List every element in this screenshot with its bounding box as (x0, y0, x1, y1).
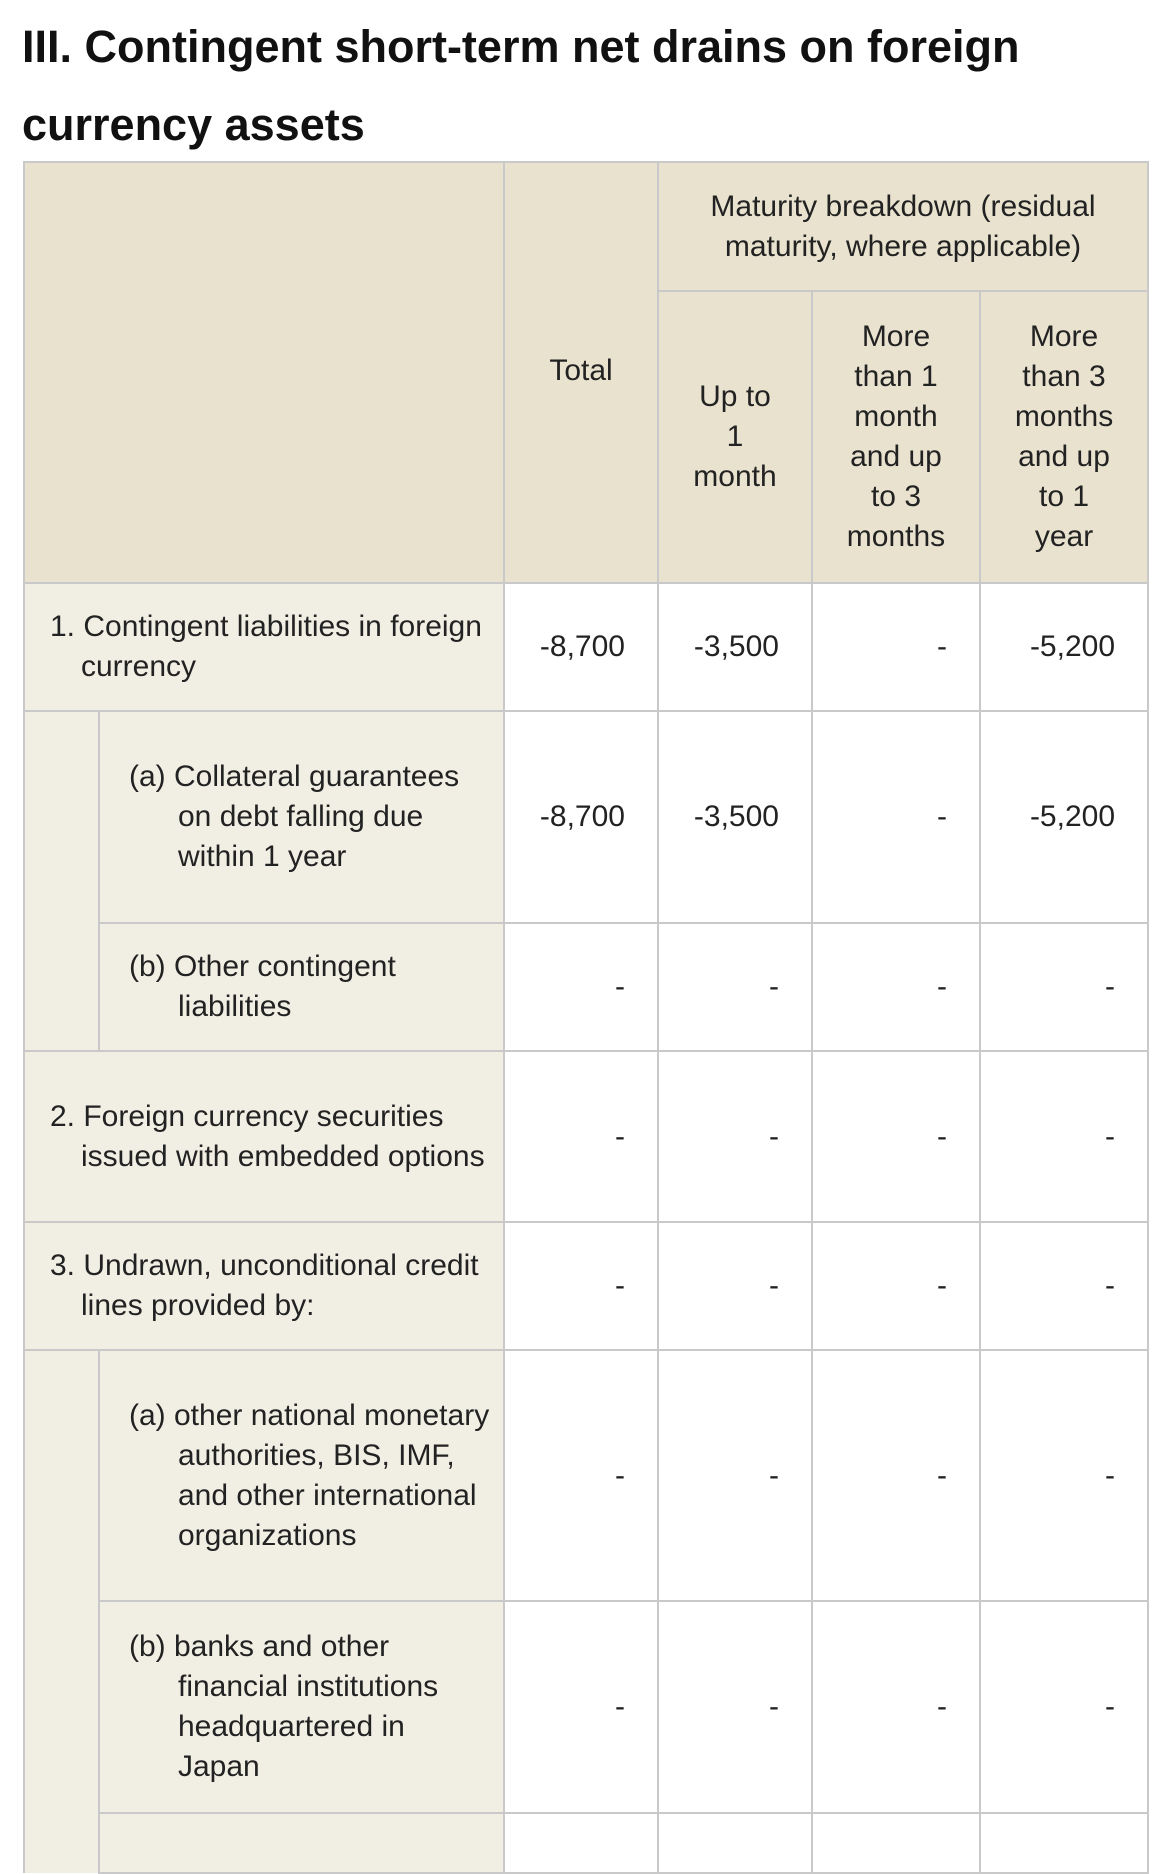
total-cell: - (504, 1051, 658, 1222)
row-label-cell (99, 711, 504, 923)
total-cell: -8,700 (504, 583, 658, 711)
3-months-to-1-year-cell: - (980, 1601, 1148, 1813)
row-label-cell (24, 583, 504, 711)
indent-spacer (24, 923, 99, 1051)
header-total (504, 162, 658, 583)
row-label: (b) Other contingent liabilities (129, 950, 396, 1023)
3-months-to-1-year-cell: - (980, 1222, 1148, 1350)
3-months-to-1-year-cell: - (980, 1350, 1148, 1601)
total-cell: - (504, 923, 658, 1051)
row-label-cell (99, 1813, 504, 1873)
up-to-1-month-cell: - (658, 1222, 812, 1350)
header-3-months-to-1-year-label: More than 3 months and up to 1 year (1014, 320, 1114, 553)
1-to-3-months-cell: - (812, 1601, 980, 1813)
up-to-1-month-cell: - (658, 1051, 812, 1222)
header-maturity-breakdown (658, 162, 1148, 291)
table-row (24, 1350, 1148, 1601)
total-cell: - (504, 1601, 658, 1813)
row-label: (a) Collateral guarantees on debt falling due within 1 year (129, 760, 460, 873)
1-to-3-months-cell: - (812, 1222, 980, 1350)
row-label-cell (99, 1601, 504, 1813)
header-total-label: Total (549, 354, 613, 387)
row-label: (a) other national monetary authorities, BIS, IMF, and other international organizations (129, 1398, 490, 1552)
table-row (24, 1222, 1148, 1350)
total-cell (504, 1813, 658, 1873)
3-months-to-1-year-cell (980, 1813, 1148, 1873)
header-3-months-to-1-year (980, 291, 1148, 583)
header-maturity-breakdown-label: Maturity breakdown (residual maturity, where applicable) (710, 189, 1096, 263)
total-cell: - (504, 1222, 658, 1350)
indent-spacer (24, 1601, 99, 1813)
row-label: (b) banks and other financial institutions headquartered in Japan (129, 1630, 439, 1783)
contingent-drains-table (23, 161, 1149, 1874)
table-row (24, 583, 1148, 711)
1-to-3-months-cell: - (812, 923, 980, 1051)
table-row (24, 923, 1148, 1051)
1-to-3-months-cell: - (812, 1350, 980, 1601)
table-row (24, 711, 1148, 923)
row-label-cell (24, 1051, 504, 1222)
3-months-to-1-year-cell: -5,200 (980, 711, 1148, 923)
indent-spacer (24, 1813, 99, 1873)
3-months-to-1-year-cell: -5,200 (980, 583, 1148, 711)
up-to-1-month-cell: - (658, 1350, 812, 1601)
row-label: 2. Foreign currency securities issued with embedded options (50, 1099, 485, 1173)
total-cell: -8,700 (504, 711, 658, 923)
3-months-to-1-year-cell: - (980, 923, 1148, 1051)
header-1-to-3-months (812, 291, 980, 583)
header-blank-cell (24, 162, 504, 583)
total-cell: - (504, 1350, 658, 1601)
row-label: 1. Contingent liabilities in foreign currency (50, 610, 482, 683)
up-to-1-month-cell: - (658, 923, 812, 1051)
table-row (24, 1813, 1148, 1873)
header-up-to-1-month (658, 291, 812, 583)
indent-spacer (24, 1350, 99, 1601)
1-to-3-months-cell (812, 1813, 980, 1873)
1-to-3-months-cell: - (812, 1051, 980, 1222)
up-to-1-month-cell: -3,500 (658, 711, 812, 923)
1-to-3-months-cell: - (812, 711, 980, 923)
table-row (24, 1601, 1148, 1813)
row-label-cell (24, 1222, 504, 1350)
row-label-cell (99, 1350, 504, 1601)
3-months-to-1-year-cell: - (980, 1051, 1148, 1222)
table-row (24, 1051, 1148, 1222)
1-to-3-months-cell: - (812, 583, 980, 711)
up-to-1-month-cell (658, 1813, 812, 1873)
header-1-to-3-months-label: More than 1 month and up to 3 months (846, 320, 946, 553)
page-title: III. Contingent short-term net drains on foreign currency assets (22, 21, 1020, 150)
row-label: 3. Undrawn, unconditional credit lines provided by: (50, 1249, 479, 1322)
header-up-to-1-month-label: Up to 1 month (693, 380, 777, 493)
up-to-1-month-cell: - (658, 1601, 812, 1813)
up-to-1-month-cell: -3,500 (658, 583, 812, 711)
indent-spacer (24, 711, 99, 923)
row-label-cell (99, 923, 504, 1051)
